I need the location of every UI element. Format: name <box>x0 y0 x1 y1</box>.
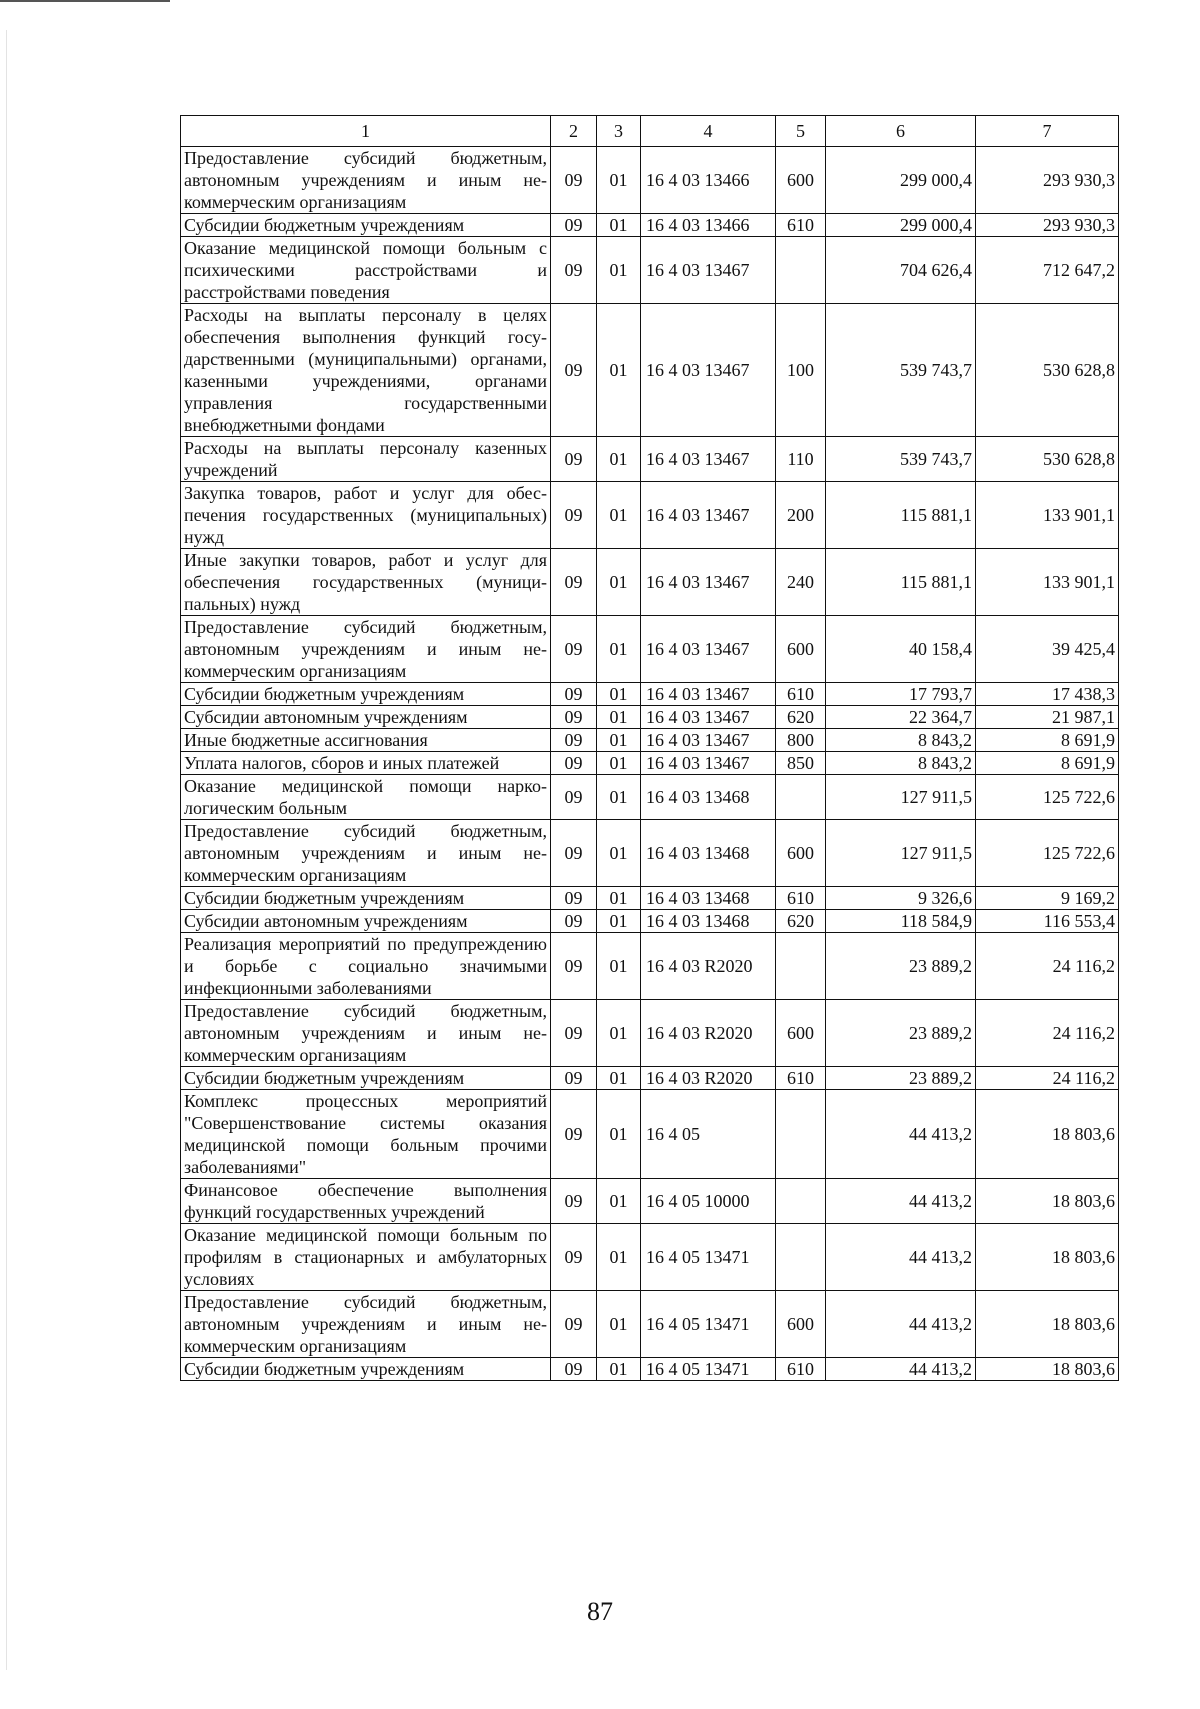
row-name-cell: Финансовое обеспечение выполнения функций государственных учреждений <box>181 1179 551 1224</box>
scan-artifact-edge <box>6 30 7 1670</box>
amount-year1-cell: 8 843,2 <box>826 752 976 775</box>
target-article-cell: 16 4 03 13467 <box>641 482 776 549</box>
amount-year2-cell: 24 116,2 <box>976 1067 1119 1090</box>
amount-year1-cell: 44 413,2 <box>826 1179 976 1224</box>
expense-type-cell: 610 <box>776 887 826 910</box>
row-name-cell: Иные закупки товаров, работ и услуг для обеспечения государственных (муниципальных) нужд <box>181 549 551 616</box>
column-header: 5 <box>776 116 826 147</box>
expense-type-cell: 800 <box>776 729 826 752</box>
row-name-cell: Расходы на выплаты персоналу в целях обеспечения выполнения функций государственными (муниципальными) органами, казенными учреждениями, органами управления государственными внебюджетными фондами <box>181 304 551 437</box>
table-row <box>181 820 1119 887</box>
expense-type-cell: 100 <box>776 304 826 437</box>
expense-type-cell: 600 <box>776 820 826 887</box>
table-row <box>181 1090 1119 1179</box>
expense-type-cell: 600 <box>776 616 826 683</box>
target-article-cell: 16 4 03 13467 <box>641 752 776 775</box>
expense-type-cell: 850 <box>776 752 826 775</box>
table-row <box>181 752 1119 775</box>
section-code-cell: 09 <box>551 549 597 616</box>
target-article-cell: 16 4 03 13468 <box>641 910 776 933</box>
row-name-cell: Оказание медицинской помощи больным с психическими расстройствами и расстройствами поведения <box>181 237 551 304</box>
amount-year2-cell: 39 425,4 <box>976 616 1119 683</box>
row-name-cell: Расходы на выплаты персоналу казенных учреждений <box>181 437 551 482</box>
table-row <box>181 933 1119 1000</box>
subsection-code-cell: 01 <box>597 820 641 887</box>
subsection-code-cell: 01 <box>597 910 641 933</box>
row-name-cell: Иные бюджетные ассигнования <box>181 729 551 752</box>
target-article-cell: 16 4 05 13471 <box>641 1224 776 1291</box>
section-code-cell: 09 <box>551 1090 597 1179</box>
amount-year2-cell: 18 803,6 <box>976 1179 1119 1224</box>
target-article-cell: 16 4 03 13466 <box>641 214 776 237</box>
table-row <box>181 683 1119 706</box>
subsection-code-cell: 01 <box>597 1000 641 1067</box>
table-row <box>181 1224 1119 1291</box>
target-article-cell: 16 4 03 13468 <box>641 775 776 820</box>
expense-type-cell <box>776 933 826 1000</box>
target-article-cell: 16 4 03 13468 <box>641 887 776 910</box>
target-article-cell: 16 4 03 13467 <box>641 616 776 683</box>
amount-year2-cell: 530 628,8 <box>976 437 1119 482</box>
budget-table <box>180 115 1119 1381</box>
section-code-cell: 09 <box>551 1224 597 1291</box>
amount-year2-cell: 18 803,6 <box>976 1224 1119 1291</box>
table-row <box>181 706 1119 729</box>
target-article-cell: 16 4 03 R2020 <box>641 933 776 1000</box>
subsection-code-cell: 01 <box>597 1224 641 1291</box>
row-name-cell: Предоставление субсидий бюджетным, автономным учреждениям и иным некоммерческим организациям <box>181 1291 551 1358</box>
table-row <box>181 1291 1119 1358</box>
subsection-code-cell: 01 <box>597 933 641 1000</box>
target-article-cell: 16 4 03 13467 <box>641 237 776 304</box>
row-name-cell: Предоставление субсидий бюджетным, автономным учреждениям и иным некоммерческим организациям <box>181 616 551 683</box>
target-article-cell: 16 4 03 13467 <box>641 706 776 729</box>
table-row <box>181 910 1119 933</box>
section-code-cell: 09 <box>551 910 597 933</box>
subsection-code-cell: 01 <box>597 237 641 304</box>
row-name-cell: Оказание медицинской помощи наркологическим больным <box>181 775 551 820</box>
target-article-cell: 16 4 03 13466 <box>641 147 776 214</box>
column-header: 1 <box>181 116 551 147</box>
subsection-code-cell: 01 <box>597 1358 641 1381</box>
section-code-cell: 09 <box>551 1067 597 1090</box>
subsection-code-cell: 01 <box>597 304 641 437</box>
table-row <box>181 1000 1119 1067</box>
subsection-code-cell: 01 <box>597 616 641 683</box>
amount-year1-cell: 127 911,5 <box>826 775 976 820</box>
expense-type-cell: 600 <box>776 1291 826 1358</box>
section-code-cell: 09 <box>551 775 597 820</box>
row-name-cell: Субсидии бюджетным учреждениям <box>181 887 551 910</box>
subsection-code-cell: 01 <box>597 752 641 775</box>
amount-year1-cell: 17 793,7 <box>826 683 976 706</box>
section-code-cell: 09 <box>551 1358 597 1381</box>
row-name-cell: Уплата налогов, сборов и иных платежей <box>181 752 551 775</box>
row-name-cell: Субсидии бюджетным учреждениям <box>181 683 551 706</box>
table-row <box>181 616 1119 683</box>
expense-type-cell: 610 <box>776 683 826 706</box>
row-name-cell: Субсидии бюджетным учреждениям <box>181 1067 551 1090</box>
row-name-cell: Субсидии автономным учреждениям <box>181 706 551 729</box>
expense-type-cell: 620 <box>776 910 826 933</box>
section-code-cell: 09 <box>551 437 597 482</box>
amount-year2-cell: 8 691,9 <box>976 729 1119 752</box>
section-code-cell: 09 <box>551 147 597 214</box>
amount-year2-cell: 24 116,2 <box>976 1000 1119 1067</box>
amount-year2-cell: 8 691,9 <box>976 752 1119 775</box>
amount-year1-cell: 23 889,2 <box>826 1000 976 1067</box>
expense-type-cell: 610 <box>776 1067 826 1090</box>
table-row <box>181 1179 1119 1224</box>
row-name-cell: Предоставление субсидий бюджетным, автономным учреждениям и иным некоммерческим организациям <box>181 147 551 214</box>
row-name-cell: Предоставление субсидий бюджетным, автономным учреждениям и иным некоммерческим организациям <box>181 1000 551 1067</box>
table-row <box>181 304 1119 437</box>
target-article-cell: 16 4 03 13467 <box>641 549 776 616</box>
amount-year2-cell: 293 930,3 <box>976 147 1119 214</box>
subsection-code-cell: 01 <box>597 437 641 482</box>
amount-year1-cell: 115 881,1 <box>826 549 976 616</box>
row-name-cell: Субсидии автономным учреждениям <box>181 910 551 933</box>
section-code-cell: 09 <box>551 237 597 304</box>
amount-year2-cell: 18 803,6 <box>976 1358 1119 1381</box>
row-name-cell: Субсидии бюджетным учреждениям <box>181 214 551 237</box>
subsection-code-cell: 01 <box>597 549 641 616</box>
table-row <box>181 237 1119 304</box>
expense-type-cell: 200 <box>776 482 826 549</box>
row-name-cell: Комплекс процессных мероприятий "Совершенствование системы оказания медицинской помощи больным прочими заболеваниями" <box>181 1090 551 1179</box>
amount-year1-cell: 44 413,2 <box>826 1224 976 1291</box>
row-name-cell: Реализация мероприятий по предупреждению и борьбе с социально значимыми инфекционными заболеваниями <box>181 933 551 1000</box>
subsection-code-cell: 01 <box>597 482 641 549</box>
amount-year2-cell: 133 901,1 <box>976 482 1119 549</box>
table-row <box>181 214 1119 237</box>
page-number: 87 <box>587 1597 613 1626</box>
section-code-cell: 09 <box>551 887 597 910</box>
table-row <box>181 549 1119 616</box>
column-header: 2 <box>551 116 597 147</box>
amount-year1-cell: 299 000,4 <box>826 147 976 214</box>
subsection-code-cell: 01 <box>597 887 641 910</box>
amount-year1-cell: 127 911,5 <box>826 820 976 887</box>
section-code-cell: 09 <box>551 616 597 683</box>
amount-year2-cell: 712 647,2 <box>976 237 1119 304</box>
amount-year1-cell: 118 584,9 <box>826 910 976 933</box>
target-article-cell: 16 4 05 13471 <box>641 1358 776 1381</box>
amount-year1-cell: 704 626,4 <box>826 237 976 304</box>
amount-year2-cell: 24 116,2 <box>976 933 1119 1000</box>
expense-type-cell <box>776 1224 826 1291</box>
subsection-code-cell: 01 <box>597 683 641 706</box>
row-name-cell: Субсидии бюджетным учреждениям <box>181 1358 551 1381</box>
target-article-cell: 16 4 03 13467 <box>641 683 776 706</box>
section-code-cell: 09 <box>551 933 597 1000</box>
target-article-cell: 16 4 05 10000 <box>641 1179 776 1224</box>
section-code-cell: 09 <box>551 683 597 706</box>
subsection-code-cell: 01 <box>597 1090 641 1179</box>
amount-year2-cell: 18 803,6 <box>976 1291 1119 1358</box>
expense-type-cell <box>776 237 826 304</box>
table-row <box>181 729 1119 752</box>
target-article-cell: 16 4 03 13468 <box>641 820 776 887</box>
column-header: 7 <box>976 116 1119 147</box>
table-row <box>181 482 1119 549</box>
amount-year1-cell: 44 413,2 <box>826 1291 976 1358</box>
table-header-row <box>181 116 1119 147</box>
expense-type-cell <box>776 775 826 820</box>
expense-type-cell: 110 <box>776 437 826 482</box>
section-code-cell: 09 <box>551 729 597 752</box>
expense-type-cell: 240 <box>776 549 826 616</box>
amount-year2-cell: 125 722,6 <box>976 820 1119 887</box>
target-article-cell: 16 4 03 13467 <box>641 729 776 752</box>
scan-artifact-line <box>0 0 170 2</box>
section-code-cell: 09 <box>551 1000 597 1067</box>
amount-year1-cell: 9 326,6 <box>826 887 976 910</box>
section-code-cell: 09 <box>551 752 597 775</box>
amount-year2-cell: 17 438,3 <box>976 683 1119 706</box>
expense-type-cell: 600 <box>776 147 826 214</box>
amount-year2-cell: 293 930,3 <box>976 214 1119 237</box>
expense-type-cell <box>776 1090 826 1179</box>
target-article-cell: 16 4 03 13467 <box>641 437 776 482</box>
section-code-cell: 09 <box>551 482 597 549</box>
amount-year2-cell: 9 169,2 <box>976 887 1119 910</box>
table-row <box>181 147 1119 214</box>
amount-year1-cell: 539 743,7 <box>826 437 976 482</box>
target-article-cell: 16 4 05 <box>641 1090 776 1179</box>
row-name-cell: Оказание медицинской помощи больным по профилям в стационарных и амбулаторных условиях <box>181 1224 551 1291</box>
section-code-cell: 09 <box>551 214 597 237</box>
column-header: 6 <box>826 116 976 147</box>
amount-year2-cell: 18 803,6 <box>976 1090 1119 1179</box>
amount-year1-cell: 40 158,4 <box>826 616 976 683</box>
amount-year1-cell: 44 413,2 <box>826 1090 976 1179</box>
section-code-cell: 09 <box>551 820 597 887</box>
table-row <box>181 887 1119 910</box>
subsection-code-cell: 01 <box>597 1067 641 1090</box>
expense-type-cell: 610 <box>776 214 826 237</box>
target-article-cell: 16 4 05 13471 <box>641 1291 776 1358</box>
table-row <box>181 1067 1119 1090</box>
subsection-code-cell: 01 <box>597 729 641 752</box>
subsection-code-cell: 01 <box>597 1291 641 1358</box>
expense-type-cell: 610 <box>776 1358 826 1381</box>
subsection-code-cell: 01 <box>597 775 641 820</box>
section-code-cell: 09 <box>551 706 597 729</box>
amount-year1-cell: 23 889,2 <box>826 1067 976 1090</box>
section-code-cell: 09 <box>551 1291 597 1358</box>
amount-year2-cell: 21 987,1 <box>976 706 1119 729</box>
table-body <box>181 116 1119 1381</box>
section-code-cell: 09 <box>551 304 597 437</box>
column-header: 3 <box>597 116 641 147</box>
subsection-code-cell: 01 <box>597 147 641 214</box>
expense-type-cell: 600 <box>776 1000 826 1067</box>
amount-year2-cell: 133 901,1 <box>976 549 1119 616</box>
expense-type-cell <box>776 1179 826 1224</box>
subsection-code-cell: 01 <box>597 1179 641 1224</box>
amount-year1-cell: 299 000,4 <box>826 214 976 237</box>
target-article-cell: 16 4 03 R2020 <box>641 1067 776 1090</box>
table-row <box>181 775 1119 820</box>
row-name-cell: Закупка товаров, работ и услуг для обеспечения государственных (муниципальных) нужд <box>181 482 551 549</box>
amount-year2-cell: 116 553,4 <box>976 910 1119 933</box>
section-code-cell: 09 <box>551 1179 597 1224</box>
amount-year2-cell: 530 628,8 <box>976 304 1119 437</box>
table-row <box>181 1358 1119 1381</box>
table-row <box>181 437 1119 482</box>
target-article-cell: 16 4 03 R2020 <box>641 1000 776 1067</box>
amount-year2-cell: 125 722,6 <box>976 775 1119 820</box>
amount-year1-cell: 23 889,2 <box>826 933 976 1000</box>
amount-year1-cell: 22 364,7 <box>826 706 976 729</box>
amount-year1-cell: 539 743,7 <box>826 304 976 437</box>
amount-year1-cell: 44 413,2 <box>826 1358 976 1381</box>
target-article-cell: 16 4 03 13467 <box>641 304 776 437</box>
row-name-cell: Предоставление субсидий бюджетным, автономным учреждениям и иным некоммерческим организациям <box>181 820 551 887</box>
subsection-code-cell: 01 <box>597 706 641 729</box>
subsection-code-cell: 01 <box>597 214 641 237</box>
amount-year1-cell: 115 881,1 <box>826 482 976 549</box>
expense-type-cell: 620 <box>776 706 826 729</box>
column-header: 4 <box>641 116 776 147</box>
amount-year1-cell: 8 843,2 <box>826 729 976 752</box>
